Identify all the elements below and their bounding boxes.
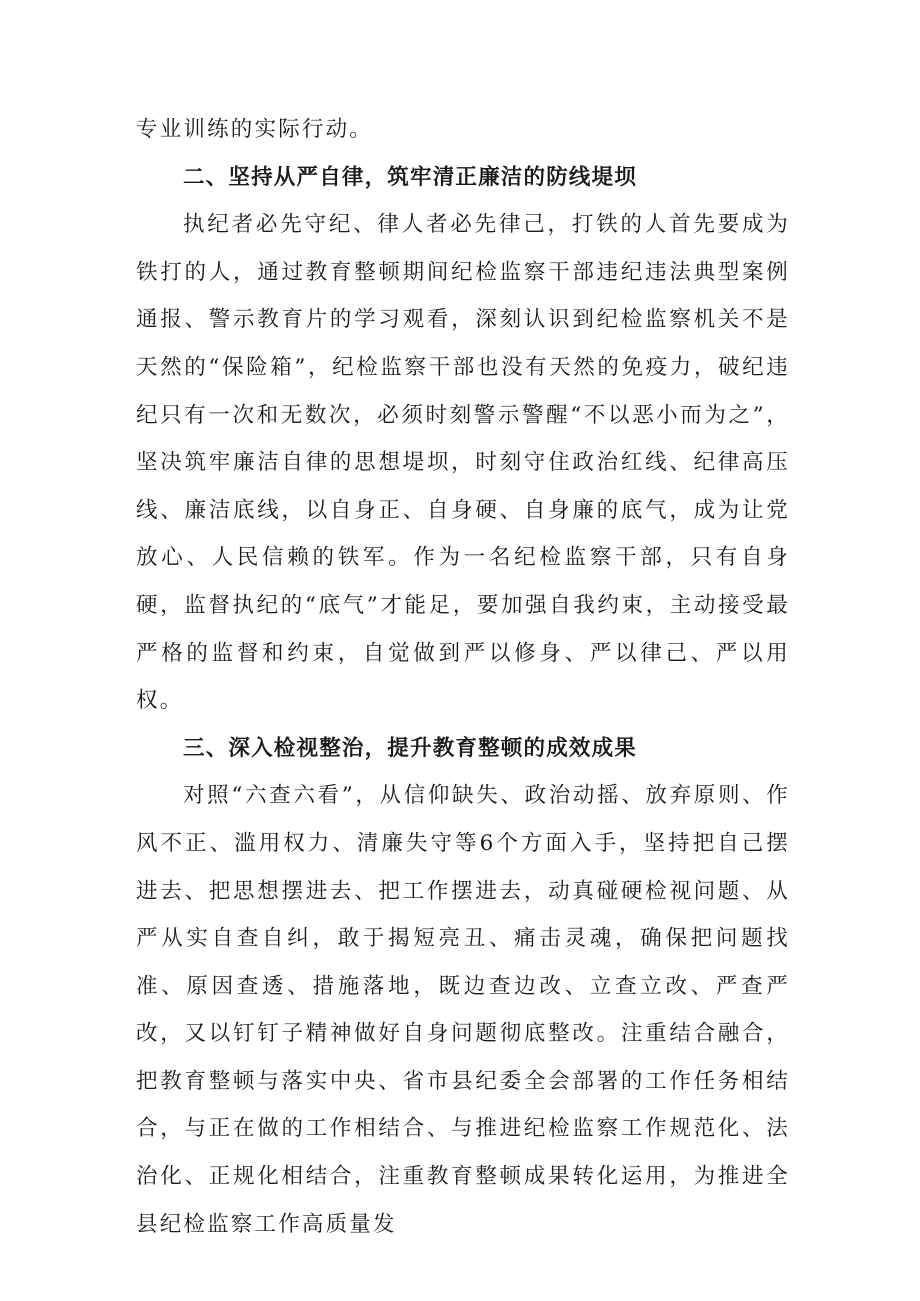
paragraph-discipline: 执纪者必先守纪、律人者必先律己，打铁的人首先要成为铁打的人，通过教育整顿期间纪检监察干部违纪违法典型案例通报、警示教育片的学习观看，深刻认识到纪检监察机关不是天然的“保险箱”，纪检监察干部也没有天然的免疫力，破纪违纪只有一次和无数次，必须时刻警示警醒“不以恶小而为之”，坚决筑牢廉洁自律的思想堤坝，时刻守住政治红线、纪律高压线、廉洁底线，以自身正、自身硬、自身廉的底气，成为让党放心、人民信赖的铁军。作为一名纪检监察干部，只有自身硬，监督执纪的“底气”才能足，要加强自我约束，主动接受最严格的监督和约束，自觉做到严以修身、严以律己、严以用权。 <box>136 212 790 714</box>
paragraph-continuation: 专业训练的实际行动。 <box>136 117 374 142</box>
document-body <box>136 106 790 1248</box>
section-heading-3: 三、深入检视整治，提升教育整顿的成效成果 <box>183 735 638 761</box>
section-heading-2: 二、坚持从严自律，筑牢清正廉洁的防线堤坝 <box>183 164 638 190</box>
paragraph-rectification: 对照“六查六看”，从信仰缺失、政治动摇、放弃原则、作风不正、滥用权力、清廉失守等6个方面入手，坚持把自己摆进去、把思想摆进去、把工作摆进去，动真碰硬检视问题、从严从实自查自纠，敢于揭短亮丑、痛击灵魂，确保把问题找准、原因查透、措施落地，既边查边改、立查立改、严查严改，又以钉钉子精神做好自身问题彻底整改。注重结合融合，把教育整顿与落实中央、省市县纪委全会部署的工作任务相结合，与正在做的工作相结合、与推进纪检监察工作规范化、法治化、正规化相结合，注重教育整顿成果转化运用，为推进全县纪检监察工作高质量发 <box>136 783 790 1237</box>
